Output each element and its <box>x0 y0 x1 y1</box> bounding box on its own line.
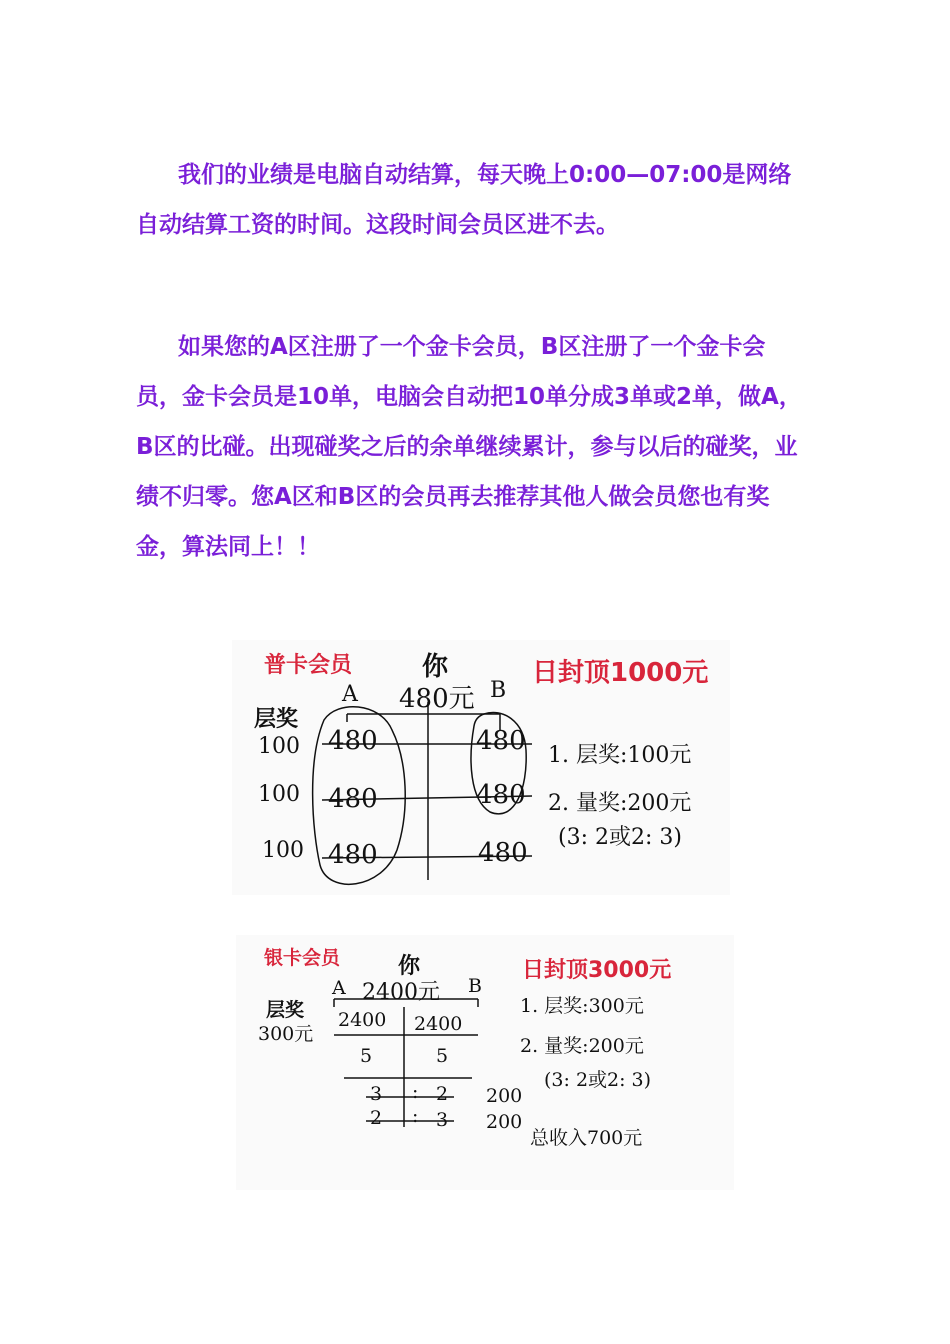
split-right: 3 <box>436 1109 449 1131</box>
level-value: 100 <box>262 838 304 863</box>
daily-cap: 日封顶3000元 <box>522 958 672 983</box>
rule-volume-bonus: 2. 量奖:200元 <box>520 1035 644 1057</box>
total-income: 总收入700元 <box>530 1127 643 1149</box>
rule-level-bonus: 1. 层奖:100元 <box>548 743 692 768</box>
split-left: 2 <box>370 1107 383 1129</box>
zone-a-value: 480 <box>328 840 378 870</box>
zone-a-label: A <box>342 682 358 707</box>
ratio-note: (3: 2或2: 3) <box>544 1069 652 1091</box>
split-separator: : <box>412 1081 419 1103</box>
zone-b-label: B <box>468 975 482 997</box>
zone-a-count: 5 <box>360 1045 373 1067</box>
zone-a-value: 2400 <box>338 1009 387 1031</box>
zone-a-value: 480 <box>328 726 378 756</box>
zone-b-value: 2400 <box>414 1013 463 1035</box>
level-value: 300元 <box>258 1023 314 1045</box>
zone-b-label: B <box>490 678 507 703</box>
amount-label: 480元 <box>399 684 475 714</box>
zone-a-value: 480 <box>328 784 378 814</box>
level-value: 100 <box>258 782 300 807</box>
diagram-regular-card <box>232 640 730 895</box>
level-label: 层奖 <box>266 999 305 1021</box>
ratio-note: (3: 2或2: 3) <box>558 825 682 850</box>
diagram-silver-card <box>236 935 734 1190</box>
paragraph-settlement-time: 我们的业绩是电脑自动结算，每天晚上0:00—07:00是网络自动结算工资的时间。这段时间会员区进不去。 <box>136 162 792 238</box>
rule-level-bonus: 1. 层奖:300元 <box>520 995 644 1017</box>
split-separator: : <box>412 1105 419 1127</box>
zone-b-value: 480 <box>478 838 528 868</box>
split-award: 200 <box>486 1085 523 1107</box>
level-value: 100 <box>258 734 300 759</box>
split-left: 3 <box>370 1083 383 1105</box>
zone-a-label: A <box>332 977 346 999</box>
card-title: 普卡会员 <box>264 653 353 678</box>
level-label: 层奖 <box>254 706 299 732</box>
you-label: 你 <box>422 652 449 682</box>
zone-b-value: 480 <box>476 780 526 810</box>
split-award: 200 <box>486 1111 523 1133</box>
zone-b-count: 5 <box>436 1045 449 1067</box>
daily-cap: 日封顶1000元 <box>532 658 709 688</box>
card-title: 银卡会员 <box>264 947 341 969</box>
split-right: 2 <box>436 1083 449 1105</box>
rule-volume-bonus: 2. 量奖:200元 <box>548 791 692 816</box>
amount-label: 2400元 <box>362 980 440 1005</box>
zone-b-value: 480 <box>476 726 526 756</box>
you-label: 你 <box>398 953 421 979</box>
paragraph-bonus-explanation: 如果您的A区注册了一个金卡会员，B区注册了一个金卡会员，金卡会员是10单，电脑会自动把10单分成3单或2单，做A，B区的比碰。出现碰奖之后的余单继续累计，参与以后的碰奖，业绩不归零。您A区和B区的会员再去推荐其他人做会员您也有奖金，算法同上！！ <box>136 334 802 560</box>
